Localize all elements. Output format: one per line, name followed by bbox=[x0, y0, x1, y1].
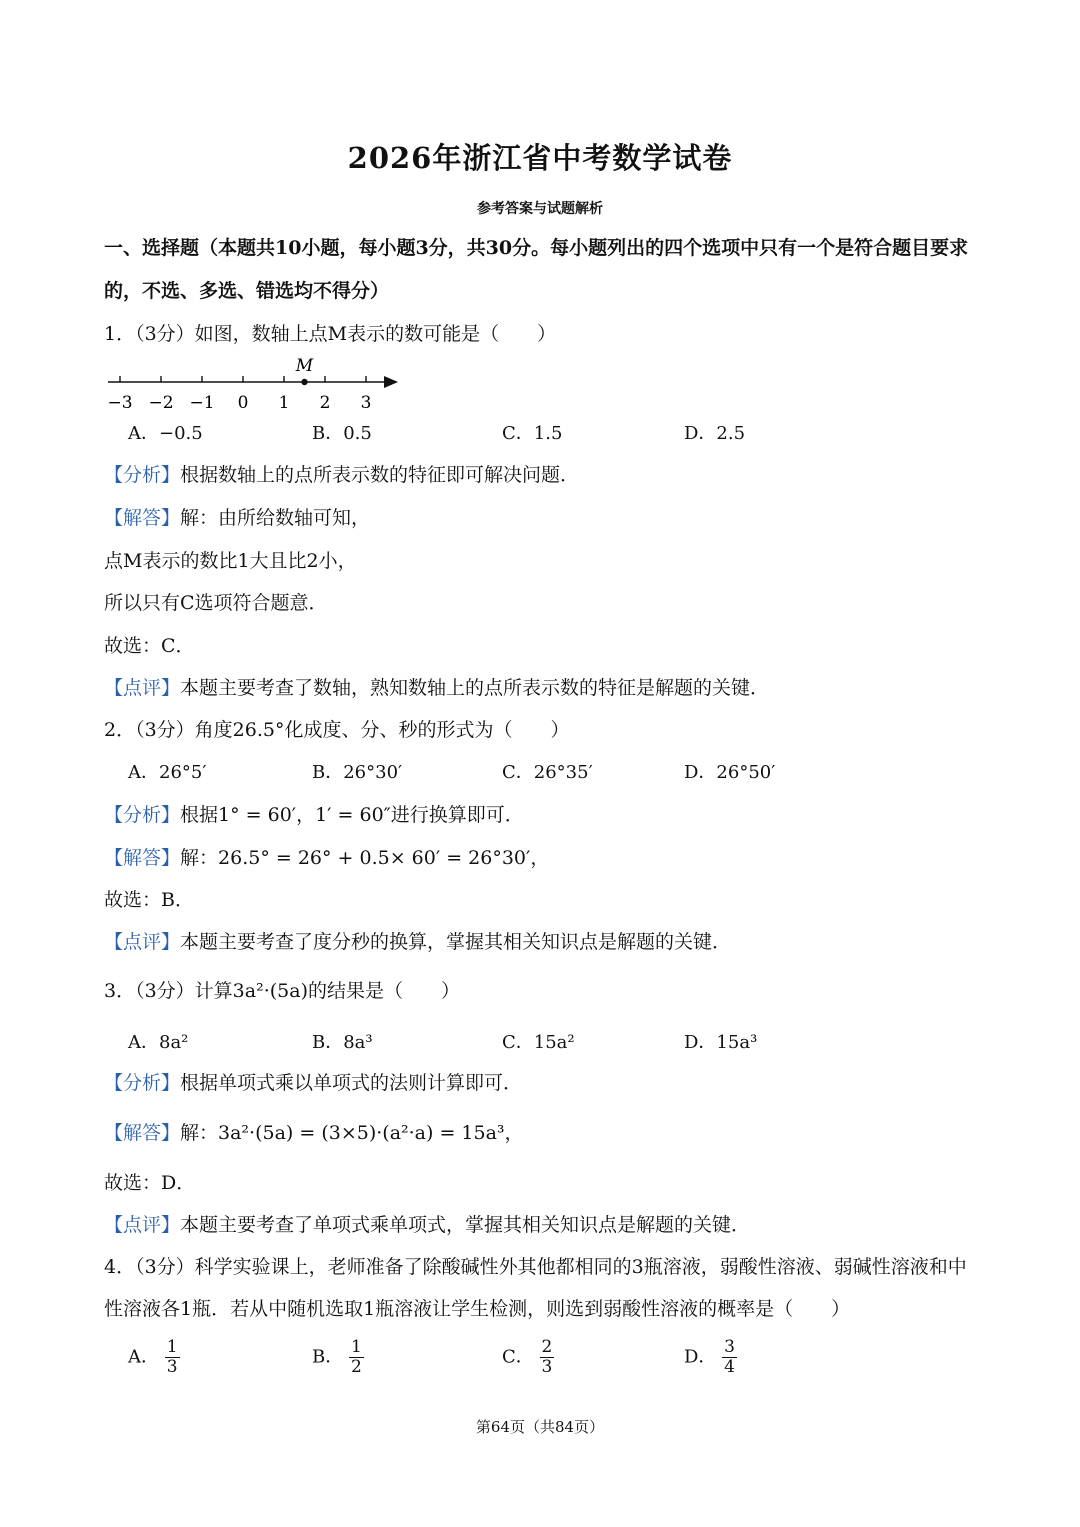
q1-analysis-text: 根据数轴上的点所表示数的特征即可解决问题． bbox=[180, 464, 580, 486]
q3-option-c: C．15a² bbox=[502, 1032, 575, 1053]
number-line-tick-label: 2 bbox=[319, 393, 331, 413]
fraction-numerator: 1 bbox=[350, 1337, 362, 1357]
q2-option-d: D．26°50′ bbox=[684, 762, 776, 783]
q4-option-c-letter: C． bbox=[502, 1346, 534, 1368]
number-line-tick-label: 1 bbox=[278, 393, 290, 413]
q4-option-a bbox=[128, 1338, 180, 1377]
q1-solution bbox=[104, 504, 370, 532]
fraction-numerator: 2 bbox=[541, 1337, 553, 1357]
q4-stem-line2: 性溶液各1瓶．若从中随机选取1瓶溶液让学生检测，则选到弱酸性溶液的概率是（ ） bbox=[104, 1298, 851, 1320]
q4-option-c bbox=[502, 1338, 554, 1377]
analysis-tag: 【分析】 bbox=[104, 804, 181, 826]
fraction-numerator: 1 bbox=[166, 1337, 178, 1357]
q1-option-b: B．0.5 bbox=[312, 423, 372, 444]
q4-option-a-letter: A． bbox=[128, 1346, 159, 1368]
q1-comment bbox=[104, 674, 769, 702]
q3-comment bbox=[104, 1211, 750, 1239]
q1-option-a: A．−0.5 bbox=[128, 423, 203, 444]
q4-option-d-letter: D． bbox=[684, 1346, 717, 1368]
q2-analysis bbox=[104, 801, 524, 829]
number-line-arrow bbox=[384, 376, 398, 388]
q2-comment-text: 本题主要考查了度分秒的换算，掌握其相关知识点是解题的关键． bbox=[180, 931, 732, 953]
solution-tag: 【解答】 bbox=[104, 507, 181, 529]
number-line-figure bbox=[100, 352, 410, 416]
q2-option-b: B．26°30′ bbox=[312, 762, 403, 783]
q2-solution bbox=[104, 844, 549, 872]
q3-option-a: A．8a² bbox=[128, 1032, 189, 1053]
q1-analysis bbox=[104, 461, 579, 489]
q3-option-b: B．8a³ bbox=[312, 1032, 373, 1053]
number-line-tick-labels bbox=[107, 393, 371, 413]
section-heading-line1: 一、选择题（本题共10小题，每小题3分，共30分。每小题列出的四个选项中只有一个是符合题目要求 bbox=[104, 237, 969, 259]
fraction-denominator: 3 bbox=[166, 1357, 178, 1377]
number-line-ticks bbox=[120, 376, 366, 382]
q4-option-b bbox=[312, 1338, 364, 1377]
q4-option-d bbox=[684, 1338, 737, 1377]
fraction-denominator: 4 bbox=[724, 1357, 735, 1377]
q2-comment bbox=[104, 928, 731, 956]
q4-option-d-fraction bbox=[722, 1338, 737, 1377]
q4-option-a-fraction bbox=[165, 1338, 180, 1377]
comment-tag: 【点评】 bbox=[104, 931, 181, 953]
q3-solution-text: 解：3a²·(5a) = (3×5)·(a²·a) = 15a³， bbox=[180, 1122, 524, 1144]
solution-tag: 【解答】 bbox=[104, 847, 181, 869]
number-line-tick-label: 3 bbox=[360, 393, 372, 413]
point-m-label: M bbox=[295, 356, 314, 376]
page-title: 2026年浙江省中考数学试卷 bbox=[347, 141, 733, 175]
q3-solution bbox=[104, 1119, 524, 1147]
q1-stem: 1．（3分）如图，数轴上点M表示的数可能是（ ） bbox=[104, 323, 557, 345]
fraction-numerator: 3 bbox=[724, 1337, 735, 1357]
number-line-tick-label: −1 bbox=[189, 393, 215, 413]
q1-step-2: 所以只有C选项符合题意． bbox=[104, 592, 328, 614]
page-footer: 第64页（共84页） bbox=[475, 1418, 605, 1436]
number-line-tick-label: 0 bbox=[237, 393, 249, 413]
q1-step-1: 点M表示的数比1大且比2小， bbox=[104, 550, 357, 572]
q4-option-b-letter: B． bbox=[312, 1346, 344, 1368]
q1-comment-text: 本题主要考查了数轴，熟知数轴上的点所表示数的特征是解题的关键． bbox=[180, 677, 770, 699]
q3-option-d: D．15a³ bbox=[684, 1032, 758, 1053]
q4-option-b-fraction bbox=[349, 1338, 364, 1377]
analysis-tag: 【分析】 bbox=[104, 464, 181, 486]
q3-stem: 3．（3分）计算3a²·(5a)的结果是（ ） bbox=[104, 980, 460, 1002]
fraction-denominator: 3 bbox=[541, 1357, 553, 1377]
q3-analysis-text: 根据单项式乘以单项式的法则计算即可． bbox=[180, 1072, 523, 1094]
q2-solution-text: 解：26.5° = 26° + 0.5× 60′ = 26°30′， bbox=[180, 847, 550, 869]
comment-tag: 【点评】 bbox=[104, 677, 181, 699]
section-heading-line2: 的，不选、多选、错选均不得分） bbox=[104, 280, 390, 302]
q3-analysis bbox=[104, 1069, 522, 1097]
comment-tag: 【点评】 bbox=[104, 1214, 181, 1236]
solution-tag: 【解答】 bbox=[104, 1122, 181, 1144]
q1-answer: 故选：C． bbox=[104, 635, 195, 657]
q1-option-d: D．2.5 bbox=[684, 423, 746, 444]
number-line-tick-label: −3 bbox=[107, 393, 133, 413]
q2-stem: 2．（3分）角度26.5°化成度、分、秒的形式为（ ） bbox=[104, 719, 570, 741]
q3-comment-text: 本题主要考查了单项式乘单项式，掌握其相关知识点是解题的关键． bbox=[180, 1214, 751, 1236]
q4-stem-line1: 4．（3分）科学实验课上，老师准备了除酸碱性外其他都相同的3瓶溶液，弱酸性溶液、弱碱性溶液和中 bbox=[104, 1256, 967, 1278]
q2-option-c: C．26°35′ bbox=[502, 762, 593, 783]
q2-analysis-text: 根据1° = 60′，1′ = 60″进行换算即可． bbox=[180, 804, 524, 826]
analysis-tag: 【分析】 bbox=[104, 1072, 181, 1094]
q4-option-c-fraction bbox=[540, 1338, 555, 1377]
q2-option-a: A．26°5′ bbox=[128, 762, 207, 783]
q3-answer: 故选：D． bbox=[104, 1172, 196, 1194]
q2-answer: 故选：B． bbox=[104, 889, 194, 911]
page-subtitle: 参考答案与试题解析 bbox=[477, 201, 603, 217]
q1-solution-text: 解：由所给数轴可知， bbox=[180, 507, 371, 529]
fraction-denominator: 2 bbox=[350, 1357, 362, 1377]
number-line-tick-label: −2 bbox=[148, 393, 174, 413]
q1-option-c: C．1.5 bbox=[502, 423, 563, 444]
point-m-marker bbox=[301, 379, 307, 385]
